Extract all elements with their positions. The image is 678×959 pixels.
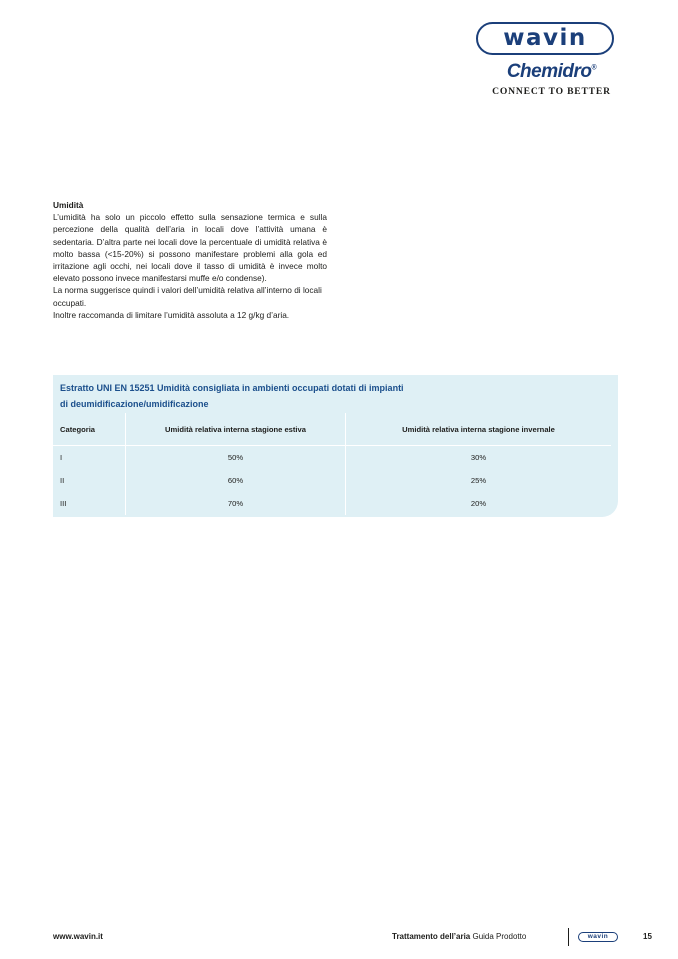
cell-winter: 20% [346,492,612,515]
footer-website[interactable]: www.wavin.it [53,932,103,941]
cell-category: II [60,476,65,485]
table-header-row [53,413,611,446]
cell-category: I [60,453,63,462]
table-row [53,446,611,470]
humidity-section [53,199,327,321]
wavin-logo-text: wavin [503,25,587,51]
table-title-line-2: di deumidificazione/umidificazione [60,399,209,409]
cell-summer: 60% [126,469,346,492]
page-number: 15 [643,932,652,941]
table-row [53,492,611,515]
cell-category: III [60,499,67,508]
brand-tagline: CONNECT TO BETTER [492,86,611,97]
humidity-table [53,413,611,515]
header-winter: Umidità relativa interna stagione invernale [346,413,612,446]
cell-winter: 30% [346,446,612,470]
footer-doc-subtitle: Guida Prodotto [472,932,527,941]
chemidro-logo [474,61,619,83]
table-row [53,469,611,492]
section-paragraph-2: La norma suggerisce quindi i valori dell’umidità relativa all’interno di locali occupati. [53,285,322,308]
cell-summer: 70% [126,492,346,515]
section-paragraph-3: Inoltre raccomanda di limitare l’umidità assoluta a 12 g/kg d’aria. [53,309,290,320]
section-paragraph-1: L’umidità ha solo un piccolo effetto sulla sensazione termica e sulla percezione della qualità dell’aria in locali dove l’attività umana è sedentaria. D’altra parte nei locali dove la percentuale di umidità relativa è molto bassa (<15-20%) si possono manifestare problemi alla gola ed irritazione agli occhi, nei locali dove il tasso di umidità è invece molto elevato possono invece manifestarsi muffe e/o condense). [53,212,327,284]
wavin-logo [476,22,614,55]
table-title [60,380,560,412]
registered-mark: ® [591,64,597,72]
cell-winter: 25% [346,469,612,492]
brand-logo [474,22,619,97]
header-summer: Umidità relativa interna stagione estiva [126,413,346,446]
footer-wavin-logo [578,932,618,942]
table-title-line-1: Estratto UNI EN 15251 Umidità consigliata in ambienti occupati dotati di impianti [60,383,404,393]
footer-divider [568,928,569,946]
section-heading: Umidità [53,200,84,210]
cell-summer: 50% [126,446,346,470]
footer-doc-title [392,932,526,941]
footer-doc-title-main: Trattamento dell’aria [392,932,471,941]
footer-wavin-logo-text: wavin [587,932,609,940]
chemidro-logo-text: Chemidro [506,61,592,82]
header-category: Categoria [53,413,126,446]
humidity-table-panel [53,375,618,517]
